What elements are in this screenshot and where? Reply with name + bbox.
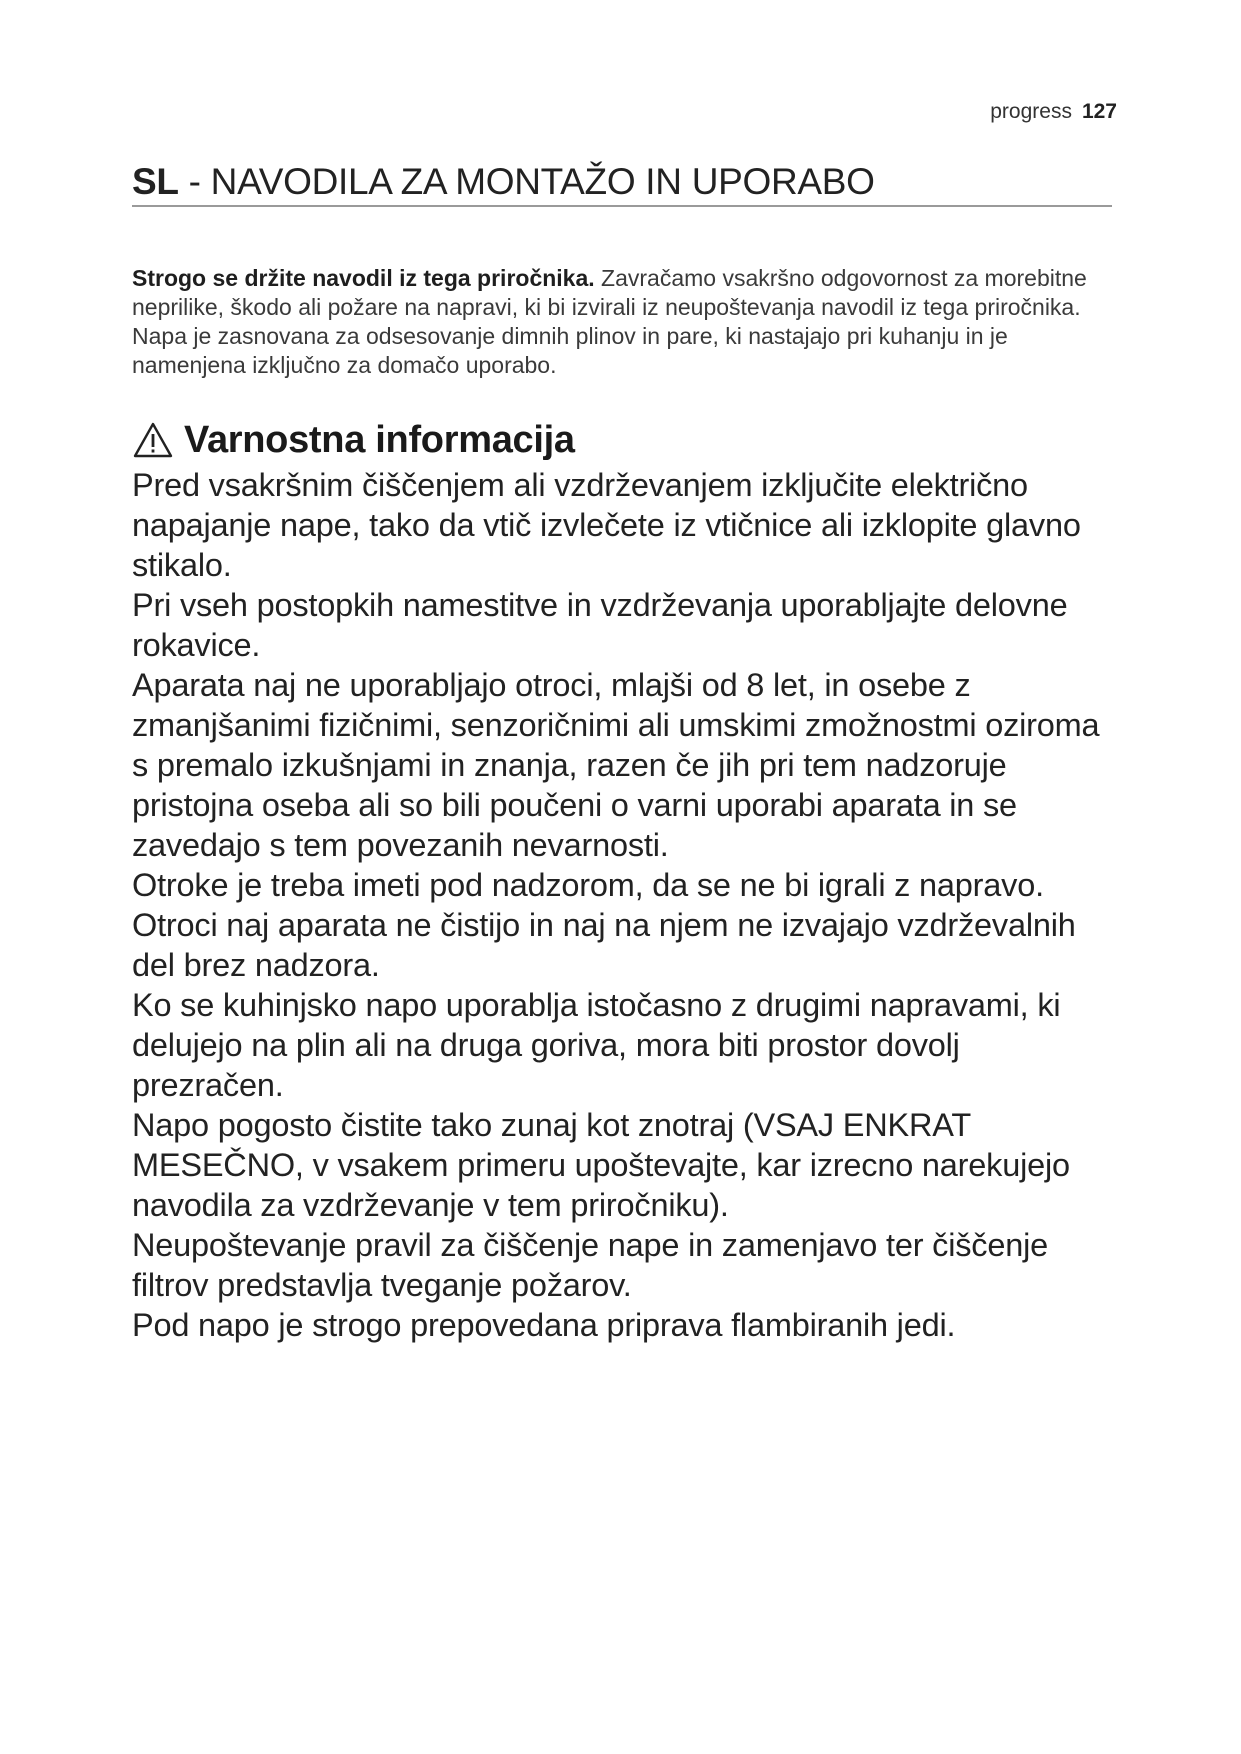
safety-paragraph: Otroke je treba imeti pod nadzorom, da se ne bi igrali z napravo. bbox=[132, 867, 1044, 903]
safety-paragraph: Napo pogosto čistite tako zunaj kot znotraj (VSAJ ENKRAT MESEČNO, v vsakem primeru upoštevajte, kar izrecno narekujejo navodila za vzdrževanje v tem priročniku). bbox=[132, 1107, 1070, 1223]
safety-paragraph: Aparata naj ne uporabljajo otroci, mlajši od 8 let, in osebe z zmanjšanimi fizičnimi, senzoričnimi ali umskimi zmožnostmi oziroma s premalo izkušnjami in znanja, razen če jih pri tem nadzoruje pristojna oseba ali so bili poučeni o varni uporabi aparata in se zavedajo s tem povezanih nevarnosti. bbox=[132, 667, 1100, 863]
page-header bbox=[990, 100, 1117, 124]
safety-paragraph: Neupoštevanje pravil za čiščenje nape in zamenjavo ter čiščenje filtrov predstavlja tveganje požarov. bbox=[132, 1227, 1048, 1303]
language-code: SL bbox=[132, 161, 179, 202]
brand-label: progress bbox=[990, 100, 1072, 123]
safety-body bbox=[132, 465, 1117, 1345]
safety-heading-text: Varnostna informacija bbox=[184, 418, 575, 461]
safety-paragraph: Otroci naj aparata ne čistijo in naj na njem ne izvajajo vzdrževalnih del brez nadzora. bbox=[132, 907, 1076, 983]
safety-paragraph: Pri vseh postopkih namestitve in vzdrževanja uporabljajte delovne rokavice. bbox=[132, 587, 1068, 663]
intro-text: Zavračamo vsakršno odgovornost za morebitne neprilike, škodo ali požare na napravi, ki bi izvirali iz neupoštevanja navodil iz tega priročnika. Napa je zasnovana za odsesovanje dimnih plinov in pare, ki nastajajo pri kuhanju in je namenjena izključno za domačo uporabo. bbox=[132, 265, 1087, 378]
safety-paragraph: Pred vsakršnim čiščenjem ali vzdrževanjem izključite električno napajanje nape, tako da vtič izvlečete iz vtičnice ali izklopite glavno stikalo. bbox=[132, 467, 1081, 583]
intro-bold-lead: Strogo se držite navodil iz tega priročnika. bbox=[132, 265, 595, 291]
title-divider bbox=[132, 205, 1112, 207]
intro-paragraph bbox=[132, 264, 1117, 380]
page-title bbox=[132, 160, 1112, 204]
page-number: 127 bbox=[1081, 100, 1117, 123]
safety-paragraph: Pod napo je strogo prepovedana priprava flambiranih jedi. bbox=[132, 1307, 956, 1343]
safety-heading bbox=[132, 414, 575, 466]
warning-triangle-icon bbox=[132, 421, 174, 459]
safety-paragraph: Ko se kuhinjsko napo uporablja istočasno z drugimi napravami, ki delujejo na plin ali na druga goriva, mora biti prostor dovolj prezračen. bbox=[132, 987, 1061, 1103]
title-text: - NAVODILA ZA MONTAŽO IN UPORABO bbox=[178, 161, 875, 202]
